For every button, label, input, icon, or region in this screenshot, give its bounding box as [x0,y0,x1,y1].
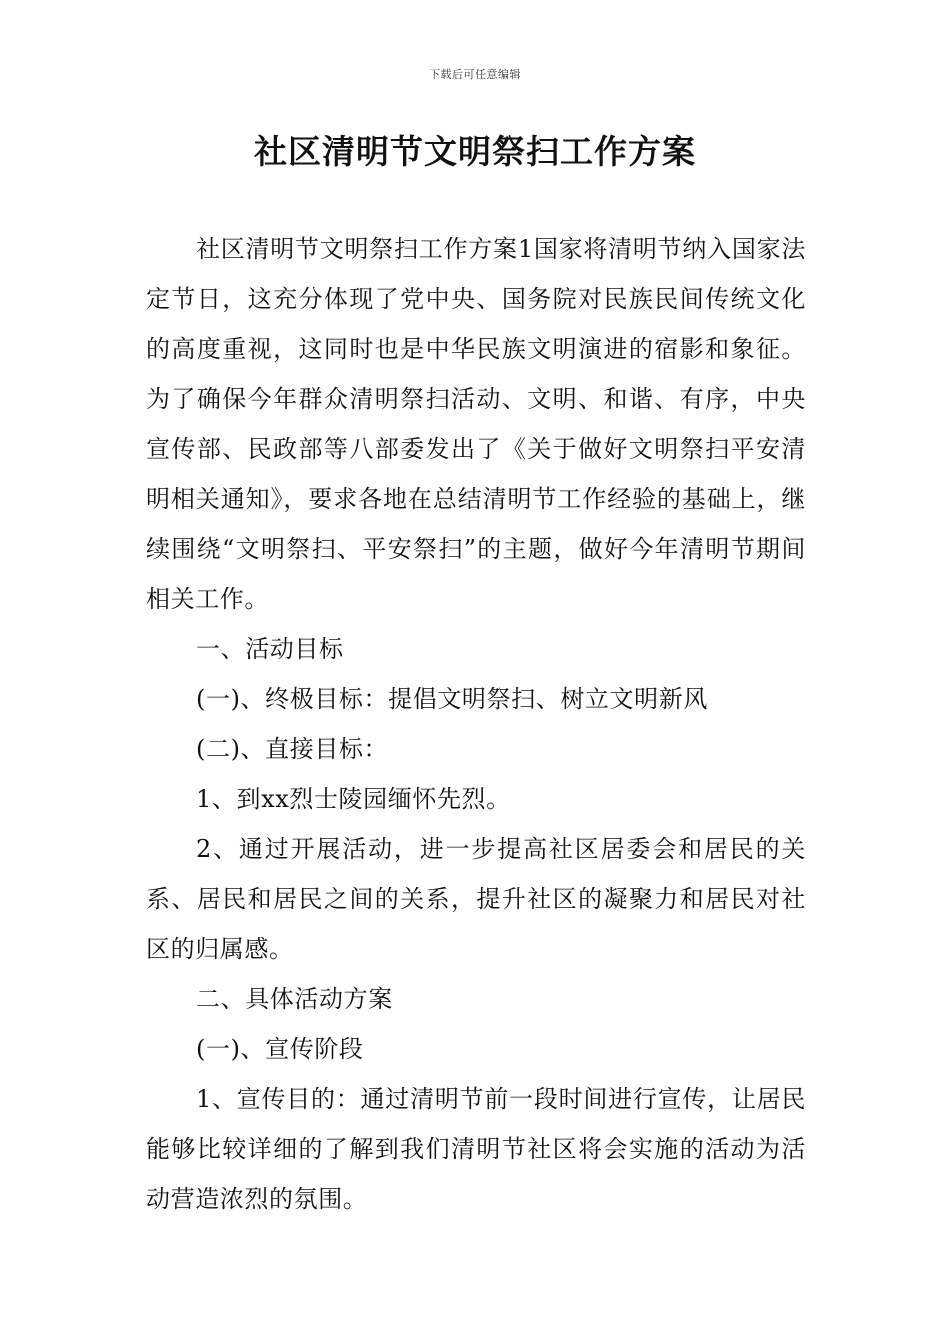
document-title: 社区清明节文明祭扫工作方案 [254,132,696,171]
header-note: 下载后可任意编辑 [429,68,521,81]
paragraph-direct-goal: (二)、直接目标： [196,735,389,763]
paragraph-goal-item-1: 1、到xx烈士陵园缅怀先烈。 [196,785,511,813]
paragraph-publicity-purpose: 1、宣传目的：通过清明节前一段时间进行宣传，让居民能够比较详细的了解到我们清明节社区将会实施的活动为活动营造浓烈的氛围。 [146,1085,806,1213]
paragraph-publicity-stage: (一)、宣传阶段 [196,1035,364,1063]
document-body [146,224,806,1224]
paragraph-ultimate-goal: (一)、终极目标：提倡文明祭扫、树立文明新风 [196,685,708,713]
heading-activity-goals: 一、活动目标 [196,635,344,663]
heading-activity-plan: 二、具体活动方案 [196,985,393,1013]
paragraph-intro: 社区清明节文明祭扫工作方案1国家将清明节纳入国家法定节日，这充分体现了党中央、国务院对民族民间传统文化的高度重视，这同时也是中华民族文明演进的宿影和象征。为了确保今年群众清明祭扫活动、文明、和谐、有序，中央宣传部、民政部等八部委发出了《关于做好文明祭扫平安清明相关通知》，要求各地在总结清明节工作经验的基础上，继续围绕“文明祭扫、平安祭扫”的主题，做好今年清明节期间相关工作。 [146,235,806,613]
paragraph-goal-item-2: 2、通过开展活动，进一步提高社区居委会和居民的关系、居民和居民之间的关系，提升社区的凝聚力和居民对社区的归属感。 [146,835,806,963]
